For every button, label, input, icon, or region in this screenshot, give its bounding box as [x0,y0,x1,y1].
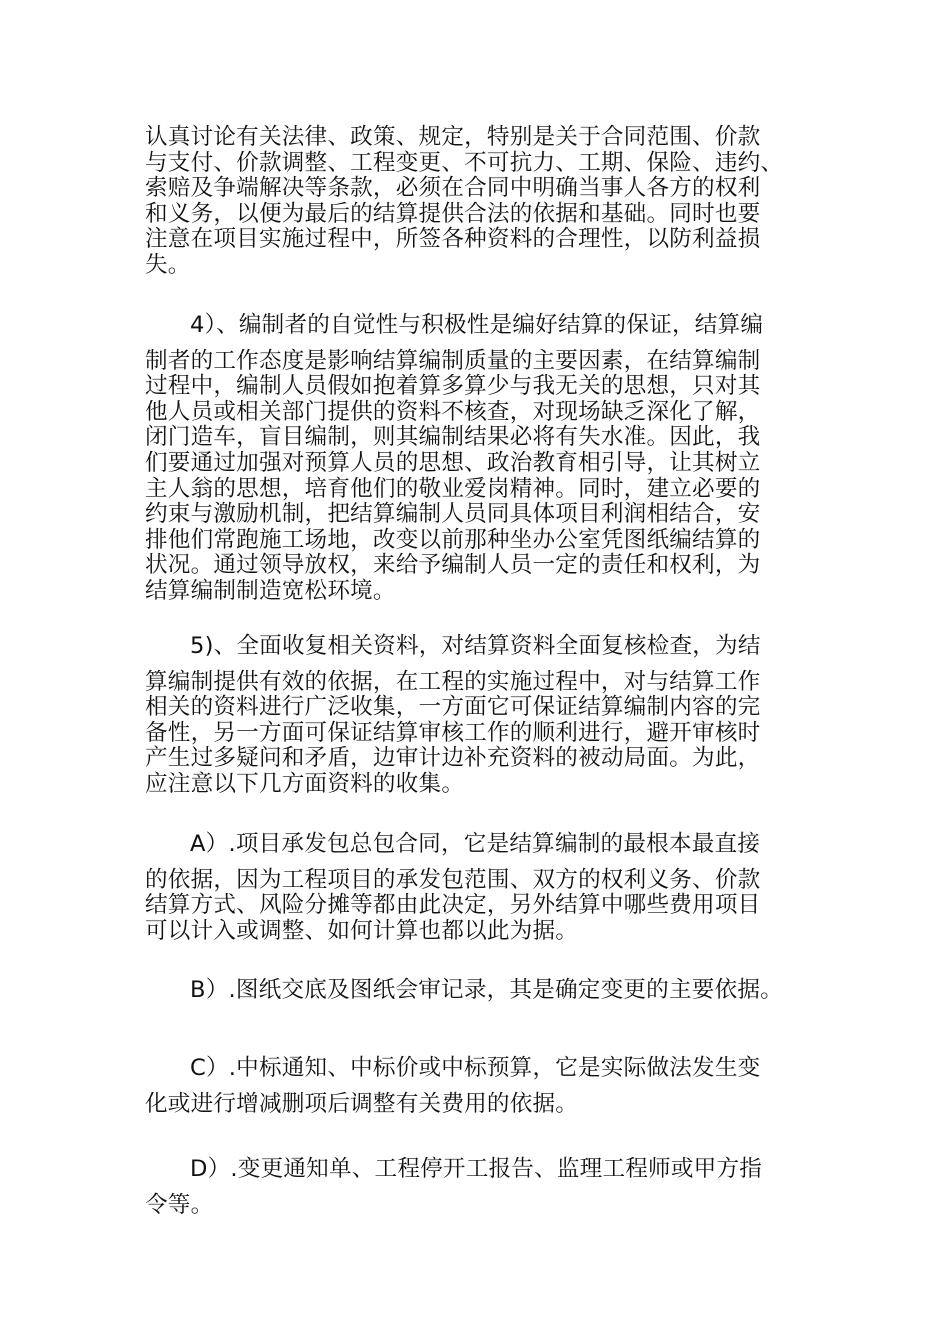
text-line: 认真讨论有关法律、政策、规定，特别是关于合同范围、价款 [145,124,761,150]
text-line: 状况。通过领导放权，来给予编制人员一定的责任和权利，为 [145,552,761,579]
text-line: 们要通过加强对预算人员的思想、政治教育相引导，让其树立 [145,449,761,476]
text-line: 化或进行增减删项后调整有关费用的依据。 [145,1090,579,1117]
text-line: 和义务，以便为最后的结算提供合法的依据和基础。同时也要 [145,200,761,227]
text-line: 约束与激励机制，把结算编制人员同具体项目利润相结合，安 [145,501,761,528]
paragraph-contract-terms [145,125,813,279]
paragraph-item-4 [145,313,813,605]
paragraph-item-c [145,1056,813,1117]
text-line: 4）、编制者的自觉性与积极性是编好结算的保证，结算编 [190,312,764,338]
text-line: 过程中，编制人员假如抱着算多算少与我无关的思想，只对其 [145,373,761,400]
text-line: 可以计入或调整、如何计算也都以此为据。 [145,917,579,944]
text-line: 产生过多疑问和矛盾，边审计边补充资料的被动局面。为此， [145,745,761,772]
text-line: 相关的资料进行广泛收集，一方面它可保证结算编制内容的完 [145,694,761,721]
text-line: 5)、全面收复相关资料，对结算资料全面复核检查，为结 [190,633,761,659]
text-line: 应注意以下几方面资料的收集。 [145,770,465,797]
text-line: 与支付、价款调整、工程变更、不可抗力、工期、保险、违约、 [145,149,784,176]
text-line: D）.变更通知单、工程停开工报告、监理工程师或甲方指 [190,1156,763,1182]
text-line: B）.图纸交底及图纸会审记录，其是确定变更的主要依据。 [190,977,783,1003]
text-line: C）.中标通知、中标价或中标预算，它是实际做法发生变 [190,1055,761,1081]
text-line: 备性，另一方面可保证结算审核工作的顺利进行，避开审核时 [145,719,761,746]
text-line: 闭门造车，盲目编制，则其编制结果必将有失水准。因此，我 [145,424,761,451]
text-line: 的依据，因为工程项目的承发包范围、双方的权利义务、价款 [145,866,761,893]
paragraph-item-a [145,832,813,944]
text-line: 令等。 [145,1191,214,1218]
text-line: 注意在项目实施过程中，所签各种资料的合理性，以防利益损 [145,226,761,253]
text-line: 结算方式、风险分摊等都由此决定，另外结算中哪些费用项目 [145,892,761,919]
text-line: 结算编制制造宽松环境。 [145,577,396,604]
text-line: 他人员或相关部门提供的资料不核查，对现场缺乏深化了解， [145,398,761,425]
text-line: 失。 [145,251,191,278]
paragraph-item-b [145,978,813,1014]
paragraph-item-5 [145,634,813,798]
text-line: 制者的工作态度是影响结算编制质量的主要因素，在结算编制 [145,347,761,374]
text-line: 排他们常跑施工场地，改变以前那种坐办公室凭图纸编结算的 [145,526,761,553]
text-line: 算编制提供有效的依据，在工程的实施过程中，对与结算工作 [145,668,761,695]
paragraph-item-d [145,1157,813,1218]
text-line: 索赔及争端解决等条款，必须在合同中明确当事人各方的权利 [145,175,761,202]
text-line: A）.项目承发包总包合同，它是结算编制的最根本最直接 [190,831,761,857]
text-line: 主人翁的思想，培育他们的敬业爱岗精神。同时，建立必要的 [145,475,761,502]
